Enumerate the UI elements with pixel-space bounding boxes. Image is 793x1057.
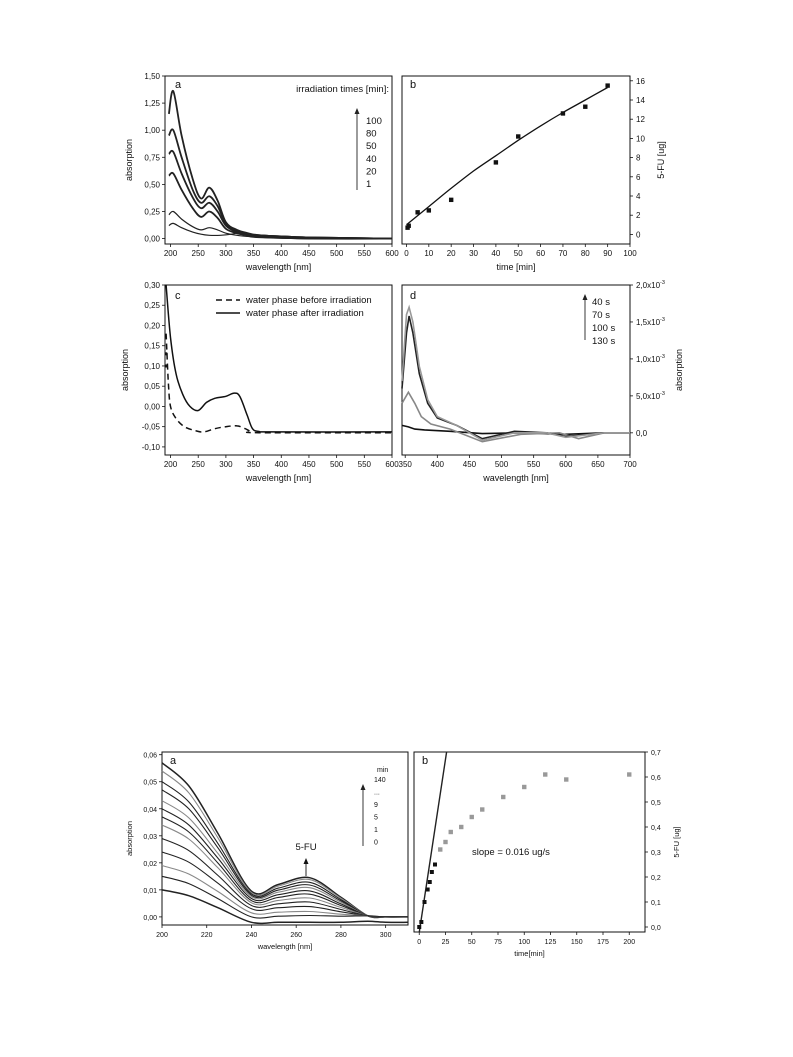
b-x-tick-label: 100 [623, 249, 637, 258]
a2-series-line [162, 890, 408, 923]
b-x-tick-label: 0 [404, 249, 409, 258]
a-legend-label: 80 [366, 128, 377, 140]
d-legend-label: 70 s [592, 310, 610, 321]
b2-data-point [449, 830, 453, 834]
b2-x-tick-label: 175 [597, 939, 609, 946]
a2-legend-label: 1 [374, 827, 378, 834]
a2-y-axis-label: absorption [125, 820, 134, 857]
b-data-point [427, 208, 431, 212]
b-x-tick-label: 10 [424, 249, 434, 258]
b2-fit-point [426, 888, 430, 892]
b-y-tick-label: 6 [636, 172, 641, 182]
a-legend-arrowhead [355, 108, 360, 114]
d-y-tick-exponent: -3 [660, 353, 665, 360]
b-x-axis-label: time [min] [496, 262, 536, 272]
b2-fit-point [419, 920, 423, 924]
d-x-tick-label: 550 [526, 460, 541, 469]
b-x-tick-label: 20 [446, 249, 456, 258]
a2-legend-label: ... [374, 789, 380, 797]
a-legend-title: irradiation times [min]: [296, 84, 389, 95]
c-y-tick-label: 0,30 [144, 281, 160, 290]
a2-legend-label: 9 [374, 802, 378, 809]
d-y-tick-exponent: -3 [660, 316, 665, 323]
c-x-tick-label: 550 [357, 460, 371, 469]
b2-data-point [543, 772, 547, 776]
b-data-point [605, 83, 609, 87]
a2-x-tick-label: 300 [379, 932, 392, 939]
b2-y-tick-label: 0,7 [651, 750, 661, 757]
b-x-tick-label: 70 [558, 249, 568, 258]
b2-data-point [480, 807, 484, 811]
d-y-tick-label: $5,0x10^{-3}$ [636, 390, 665, 401]
d-x-axis-label: wavelength [nm] [483, 473, 549, 483]
b2-data-point [443, 840, 447, 844]
c-x-tick-label: 350 [246, 460, 261, 469]
d-x-tick-label: 450 [462, 460, 477, 469]
b2-annotation: slope = 0.016 ug/s [472, 847, 550, 858]
d-x-tick-label: 350 [398, 460, 412, 469]
d-legend-label: 40 s [592, 297, 610, 308]
a-y-tick-label: 0,50 [144, 180, 160, 190]
b2-x-tick-label: 75 [494, 939, 502, 946]
a-x-tick-label: 250 [191, 249, 205, 258]
b-data-point [516, 134, 520, 138]
panel-label-a2: a [170, 755, 177, 767]
a2-y-tick-label: 0,04 [143, 806, 157, 814]
c-y-tick-label: -0,05 [141, 422, 160, 432]
b2-x-tick-label: 0 [417, 939, 422, 946]
a-legend-label: 100 [366, 116, 382, 127]
c-x-tick-label: 300 [219, 460, 233, 469]
b-y-tick-label: 10 [636, 134, 645, 144]
a2-series-line [162, 763, 408, 918]
a2-series-line [162, 809, 408, 917]
d-y-tick-label: $1,0x10^{-3}$ [636, 353, 665, 364]
b-x-tick-label: 50 [513, 249, 523, 258]
panel-label-d: d [410, 290, 417, 302]
c-y-tick-label: 0,05 [144, 382, 160, 392]
a2-x-tick-label: 200 [156, 932, 168, 939]
c-x-tick-label: 200 [163, 460, 178, 469]
a-y-tick-label: 1,25 [144, 99, 160, 109]
a2-series-line [162, 790, 408, 918]
b2-data-point [470, 815, 474, 819]
c-y-axis-label: absorption [120, 348, 130, 392]
a2-x-tick-label: 260 [290, 932, 303, 939]
b-y-tick-label: 16 [636, 76, 645, 86]
a-x-tick-label: 200 [163, 249, 178, 258]
b2-data-point [501, 795, 505, 799]
a-y-axis-label: absorption [124, 138, 134, 182]
a2-annotation: 5-FU [295, 842, 317, 853]
b-fit-line [407, 88, 608, 225]
b2-y-tick-label: 0,0 [651, 925, 661, 932]
a-x-tick-label: 300 [219, 249, 233, 258]
d-y-tick-exponent: -3 [660, 390, 665, 397]
b2-y-tick-label: 0,6 [651, 775, 661, 782]
a-y-tick-label: 1,00 [144, 126, 160, 136]
c-series-line [166, 334, 392, 433]
b2-y-tick-label: 0,1 [651, 900, 661, 907]
panel-label-b2: b [422, 755, 429, 767]
b2-x-axis-label: time[min] [514, 949, 545, 958]
b2-y-tick-label: 0,2 [651, 875, 661, 882]
c-y-tick-label: 0,10 [144, 361, 160, 371]
a-y-tick-label: 0,25 [144, 207, 160, 217]
a2-x-tick-label: 240 [245, 932, 258, 939]
b2-x-tick-label: 100 [518, 939, 531, 946]
d-y-tick-label: 0,0 [636, 428, 648, 438]
d-y-tick-label: $1,5x10^{-3}$ [636, 316, 665, 327]
b-data-point [407, 224, 411, 228]
b-x-tick-label: 80 [580, 249, 590, 258]
b-y-tick-label: 2 [636, 211, 641, 221]
b-x-tick-label: 30 [469, 249, 478, 258]
d-legend-label: 100 s [592, 323, 616, 334]
a2-y-tick-label: 0,06 [143, 752, 157, 760]
a-x-tick-label: 450 [302, 249, 316, 258]
d-x-tick-label: 600 [559, 460, 573, 469]
a-y-tick-label: 1,50 [144, 72, 160, 81]
c-x-tick-label: 400 [274, 460, 288, 469]
d-y-axis-label: absorption [674, 348, 684, 392]
a-series-line [169, 173, 392, 239]
d-legend-label: 130 s [592, 336, 616, 347]
plot-frame [402, 76, 630, 244]
b2-x-tick-label: 125 [544, 939, 557, 946]
d-x-tick-label: 500 [494, 460, 509, 469]
a-x-tick-label: 500 [329, 249, 344, 258]
a2-series-line [162, 814, 408, 917]
a-x-axis-label: wavelength [nm] [245, 262, 312, 272]
b2-data-point [459, 825, 463, 829]
plot-frame [414, 752, 645, 932]
c-x-tick-label: 600 [385, 460, 399, 469]
a2-x-tick-label: 220 [200, 932, 213, 939]
b2-y-axis-label: 5-FU [ug] [672, 826, 681, 858]
b2-x-tick-label: 200 [623, 939, 636, 946]
plot-frame [165, 76, 392, 244]
b2-fit-point [433, 863, 437, 867]
panel-label-c: c [175, 290, 181, 302]
a2-legend-label: 140 [374, 777, 386, 784]
b2-fit-point [417, 925, 421, 929]
c-y-tick-label: 0,15 [144, 341, 160, 351]
b-data-point [561, 111, 565, 115]
a2-x-tick-label: 280 [335, 932, 347, 939]
b2-fit-point [430, 870, 434, 874]
a-x-tick-label: 400 [274, 249, 288, 258]
a-x-tick-label: 350 [246, 249, 261, 258]
d-y-tick-exponent: -3 [660, 280, 665, 286]
a2-x-axis-label: wavelength [nm] [257, 942, 313, 951]
d-x-tick-label: 650 [591, 460, 605, 469]
b-y-tick-label: 14 [636, 96, 645, 105]
a2-y-tick-label: 0,02 [143, 860, 157, 868]
b-x-tick-label: 90 [603, 249, 613, 258]
a2-legend-arrowhead [361, 784, 366, 790]
c-legend-label: water phase after irradiation [246, 308, 364, 319]
d-y-tick-label: $2,0x10^{-3}$ [636, 280, 665, 290]
d-series-line [402, 316, 630, 439]
b-y-tick-label: 8 [636, 153, 641, 163]
a-legend-label: 1 [366, 179, 372, 190]
b2-fit-point [428, 880, 432, 884]
a2-annotation-arrowhead [304, 858, 309, 864]
b2-data-point [522, 785, 526, 789]
b2-data-point [564, 777, 568, 781]
c-x-tick-label: 500 [329, 460, 344, 469]
b-x-tick-label: 60 [536, 249, 546, 258]
b2-fit-point [423, 900, 427, 904]
b2-x-tick-label: 25 [441, 939, 450, 946]
b-y-tick-label: 4 [636, 192, 641, 201]
a-x-tick-label: 550 [357, 249, 371, 258]
a-legend-label: 20 [366, 166, 377, 178]
c-y-tick-label: 0,25 [144, 301, 160, 311]
a2-y-tick-label: 0,00 [143, 914, 157, 922]
b2-data-point [627, 772, 631, 776]
b-data-point [415, 210, 419, 214]
b2-data-point [438, 847, 442, 851]
b2-y-tick-label: 0,4 [651, 825, 661, 832]
a-series-line [169, 129, 392, 238]
a2-legend-title: min [377, 767, 389, 774]
c-data-point [165, 364, 168, 367]
b2-y-tick-label: 0,5 [651, 800, 661, 807]
b-y-axis-label: 5-FU [ug] [656, 141, 666, 179]
c-y-tick-label: 0,20 [144, 321, 160, 331]
a2-series-line [162, 839, 408, 917]
a2-legend-label: 5 [374, 814, 378, 822]
b-y-tick-label: 0 [636, 230, 641, 240]
c-x-axis-label: wavelength [nm] [245, 473, 312, 483]
b-data-point [583, 105, 587, 109]
c-data-point [165, 352, 168, 355]
c-x-tick-label: 250 [191, 460, 205, 469]
c-y-tick-label: -0,10 [141, 442, 160, 452]
d-x-tick-label: 700 [623, 460, 637, 469]
panel-label-a: a [175, 79, 182, 91]
a-x-tick-label: 600 [385, 249, 399, 258]
c-y-tick-label: 0,00 [144, 402, 160, 412]
b-y-tick-label: 12 [636, 115, 645, 125]
a-y-tick-label: 0,00 [144, 234, 160, 244]
a2-legend-label: 0 [374, 839, 378, 847]
panel-label-b: b [410, 79, 417, 91]
a2-y-tick-label: 0,03 [143, 833, 157, 841]
d-legend-arrowhead [583, 294, 588, 300]
b2-y-tick-label: 0,3 [651, 850, 661, 857]
a-legend-label: 50 [366, 141, 377, 153]
c-legend-label: water phase before irradiation [246, 295, 372, 306]
a2-y-tick-label: 0,05 [143, 779, 157, 787]
b-data-point [449, 198, 453, 202]
c-x-tick-label: 450 [302, 460, 316, 469]
b2-x-tick-label: 150 [570, 939, 583, 946]
a-legend-label: 40 [366, 153, 377, 165]
a2-series-line [162, 771, 408, 918]
a-y-tick-label: 0,75 [144, 153, 160, 163]
b2-x-tick-label: 50 [467, 939, 476, 946]
a2-y-tick-label: 0,01 [143, 887, 157, 895]
b-data-point [494, 160, 498, 164]
a-series-line [169, 151, 392, 239]
d-x-tick-label: 400 [430, 460, 445, 469]
b-x-tick-label: 40 [491, 249, 501, 258]
b2-slope-line [419, 752, 446, 932]
